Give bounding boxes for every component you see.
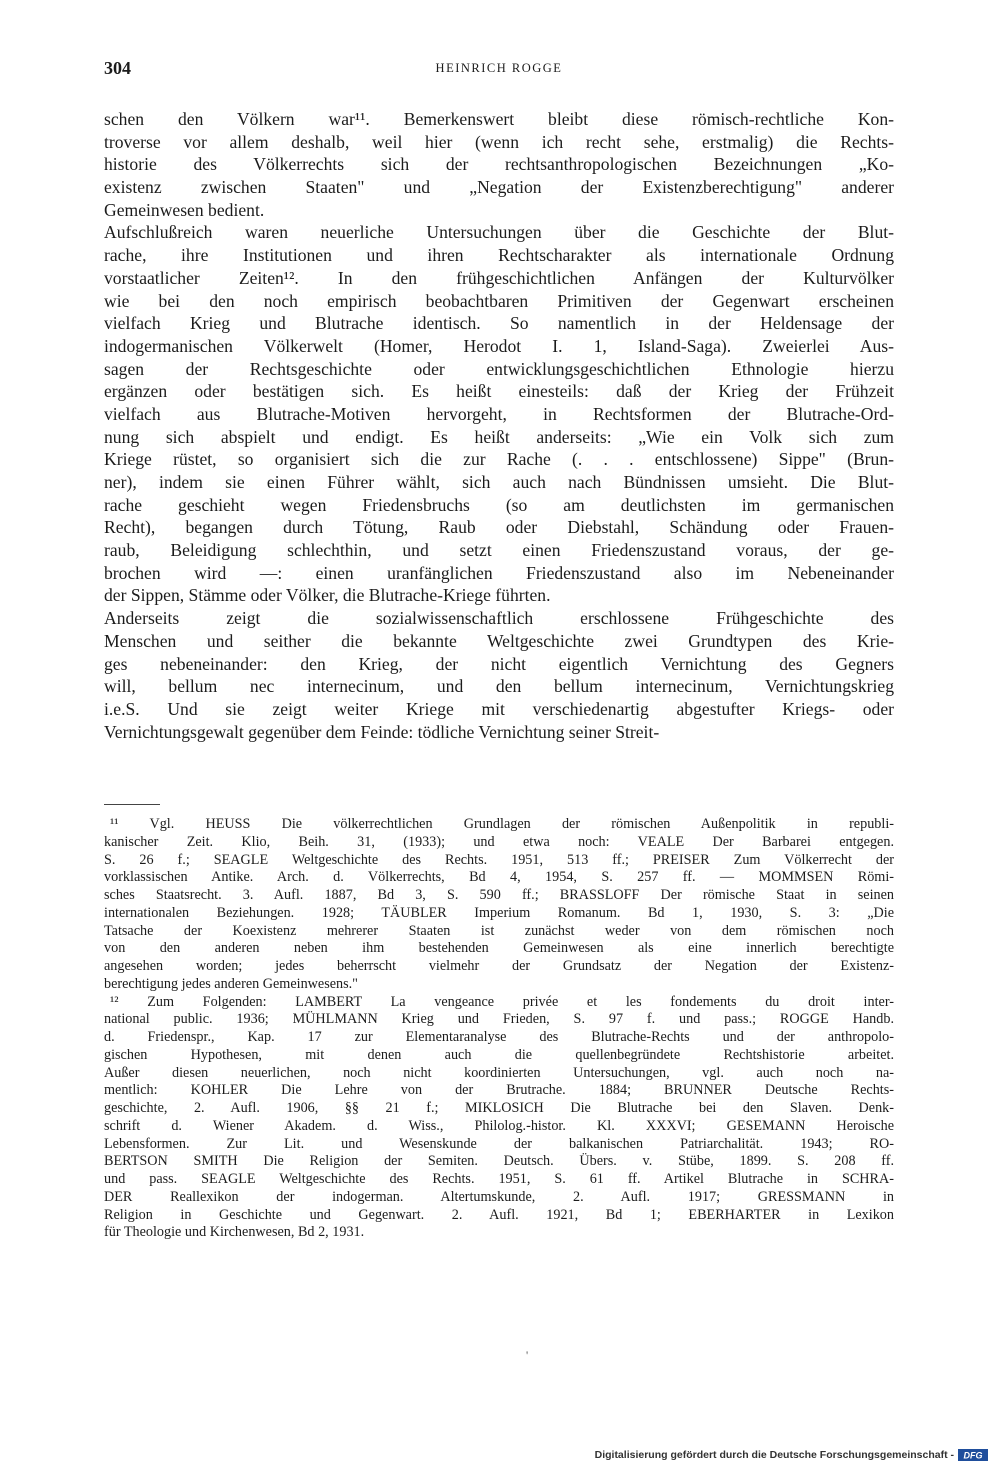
dfg-logo-text: DFG xyxy=(963,1450,983,1461)
footnote-line: kanischer Zeit. Klio, Beih. 31, (1933); und etwa noch: VEALE Der Barbarei entgegen. xyxy=(104,833,894,850)
footnote-line: mentlich: KOHLER Die Lehre von der Brutrache. 1884; BRUNNER Deutsche Rechts- xyxy=(104,1082,894,1099)
footnote-line: DER Reallexikon der indogerman. Altertumskunde, 2. Aufl. 1917; GRESSMANN in xyxy=(104,1188,894,1205)
running-head xyxy=(104,58,894,84)
body-line: ner), indem sie einen Führer wählt, sich auch nach Bündnissen umsieht. Die Blut- xyxy=(104,472,894,492)
footnote-line: Tatsache der Koexistenz mehrerer Staaten ist zunächst weder von dem römischen noch xyxy=(104,922,894,939)
body-line: Vernichtungsgewalt gegenüber dem Feinde: tödliche Vernichtung seiner Streit- xyxy=(104,721,660,742)
body-line: schen den Völkern war¹¹. Bemerkenswert bleibt diese römisch-rechtliche Kon- xyxy=(104,109,894,129)
footnote-rule xyxy=(104,804,160,805)
footnote-line: Religion in Geschichte und Gegenwart. 2. Aufl. 1921, Bd 1; EBERHARTER in Lexikon xyxy=(104,1206,894,1223)
credit-text: Digitalisierung gefördert durch die Deutsche Forschungsgemeinschaft - xyxy=(594,1449,954,1461)
footnote-line: gischen Hypothesen, mit denen auch die quellenbegründete Rechtshistorie arbeitet. xyxy=(104,1046,894,1063)
footnote-line: vorklassischen Antike. Arch. d. Völkerrechts, Bd 4, 1954, S. 257 ff. — MOMMSEN Römi- xyxy=(104,869,894,886)
footnote-line: für Theologie und Kirchenwesen, Bd 2, 1931. xyxy=(104,1224,365,1241)
body-line: Recht), begangen durch Tötung, Raub oder Diebstahl, Schändung oder Frauen- xyxy=(104,517,894,538)
body-line: rache geschieht wegen Friedensbruchs (so am deutlichsten im germanischen xyxy=(104,494,894,515)
stray-mark: ' xyxy=(526,1348,529,1362)
body-line: Aufschlußreich waren neuerliche Untersuchungen über die Geschichte der Blut- xyxy=(104,222,894,243)
body-line: brochen wird —: einen uranfänglichen Friedenszustand also im Nebeneinander xyxy=(104,562,894,583)
body-line: will, bellum nec internecinum, und den bellum internecinum, Vernichtungskrieg xyxy=(104,676,894,697)
footnote-line: angesehen worden; jedes beherrscht vielmehr der Grundsatz der Negation der Existenz- xyxy=(104,958,894,974)
footnote-line: d. Friedenspr., Kap. 17 zur Elementaranalyse des Blutrache-Rechts und der anthropolo- xyxy=(104,1029,894,1045)
digitization-credit xyxy=(595,1448,988,1462)
body-line: Anderseits zeigt die sozialwissenschaftlich erschlossene Frühgeschichte des xyxy=(104,608,894,629)
body-line: indogermanischen Völkerwelt (Homer, Herodot I. 1, Island-Saga). Zweierlei Aus- xyxy=(104,335,894,356)
running-title: HEINRICH ROGGE xyxy=(435,61,563,75)
body-line: ges nebeneinander: den Krieg, der nicht eigentlich Vernichtung des Gegners xyxy=(104,653,894,674)
footnote-line: national public. 1936; MÜHLMANN Krieg und Frieden, S. 97 f. und pass.; ROGGE Handb. xyxy=(104,1011,894,1028)
page-number: 304 xyxy=(104,58,131,78)
body-line: troverse vor allem deshalb, weil hier (wenn ich recht sehe, erstmalig) die Rechts- xyxy=(104,131,894,152)
body-line: raub, Beleidigung schlechthin, und setzt einen Friedenszustand voraus, der ge- xyxy=(104,540,894,561)
body-line: vorstaatlicher Zeiten¹². In den frühgeschichtlichen Anfängen der Kulturvölker xyxy=(104,267,894,288)
footnote-line: BERTSON SMITH Die Religion der Semiten. Deutsch. Übers. v. Stübe, 1899. S. 208 ff. xyxy=(104,1153,894,1170)
footnote-line: ¹¹ Vgl. HEUSS Die völkerrechtlichen Grundlagen der römischen Außenpolitik in republi- xyxy=(110,816,894,832)
body-line: ergänzen oder bestätigen sich. Es heißt einesteils: daß der Krieg der Frühzeit xyxy=(104,381,894,402)
body-line: Menschen und seither die bekannte Weltgeschichte zwei Grundtypen des Krie- xyxy=(104,630,894,651)
dfg-logo-icon xyxy=(958,1449,988,1461)
footnote-line: von den anderen neben ihm bestehenden Gemeinwesen als eine innerlich berechtigte xyxy=(104,940,894,957)
body-line: historie des Völkerrechts sich der rechtsanthropologischen Bezeichnungen „Ko- xyxy=(104,154,894,175)
footnote-line: berechtigung jedes anderen Gemeinwesens." xyxy=(104,975,358,992)
body-line: sagen der Rechtsgeschichte oder entwicklungsgeschichtlichen Ethnologie hierzu xyxy=(104,358,894,379)
footnote-line: Lebensformen. Zur Lit. und Wesenskunde der balkanischen Patriarchalität. 1943; RO- xyxy=(104,1135,894,1152)
body-line: vielfach Krieg und Blutrache identisch. So namentlich in der Heldensage der xyxy=(104,313,894,334)
body-line: wie bei den noch empirisch beobachtbaren Primitiven der Gegenwart erscheinen xyxy=(104,290,894,311)
footnotes xyxy=(104,816,894,1242)
body-line: rache, ihre Institutionen und ihren Rechtscharakter als internationale Ordnung xyxy=(104,245,894,266)
body-line: i.e.S. Und sie zeigt weiter Kriege mit verschiedenartig abgestufter Kriegs- oder xyxy=(104,698,894,719)
footnote-line: Außer diesen neuerlichen, noch nicht koordinierten Untersuchungen, vgl. auch noch na- xyxy=(104,1064,894,1081)
body-line: Gemeinwesen bedient. xyxy=(104,199,265,220)
body-line: Kriege rüstet, so organisiert sich die zur Rache (. . . entschlossene) Sippe" (Brun- xyxy=(104,449,894,470)
body-line: der Sippen, Stämme oder Völker, die Blutrache-Kriege führten. xyxy=(104,585,551,606)
body-text xyxy=(104,108,894,743)
footnote-line: internationalen Beziehungen. 1928; TÄUBLER Imperium Romanum. Bd 1, 1930, S. 3: „Die xyxy=(104,904,894,921)
body-line: vielfach aus Blutrache-Motiven hervorgeht, in Rechtsformen der Blutrache-Ord- xyxy=(104,403,894,424)
footnote-line: geschichte, 2. Aufl. 1906, §§ 21 f.; MIKLOSICH Die Blutrache bei den Slaven. Denk- xyxy=(104,1100,894,1116)
body-line: existenz zwischen Staaten" und „Negation der Existenzberechtigung" anderer xyxy=(104,177,894,198)
footnote-line: schrift d. Wiener Akadem. d. Wiss., Philolog.-histor. Kl. XXXVI; GESEMANN Heroische xyxy=(104,1117,894,1134)
footnote-line: S. 26 f.; SEAGLE Weltgeschichte des Rechts. 1951, 513 ff.; PREISER Zum Völkerrecht der xyxy=(104,851,894,868)
footnote-line: sches Staatsrecht. 3. Aufl. 1887, Bd 3, S. 590 ff.; BRASSLOFF Der römische Staat in seinen xyxy=(104,887,894,903)
body-line: nung sich abspielt und endigt. Es heißt anderseits: „Wie ein Volk sich zum xyxy=(104,426,894,447)
footnote-line: ¹² Zum Folgenden: LAMBERT La vengeance privée et les fondements du droit inter- xyxy=(110,993,894,1010)
footnote-line: und pass. SEAGLE Weltgeschichte des Rechts. 1951, S. 61 ff. Artikel Blutrache in SCHRA- xyxy=(104,1171,894,1187)
